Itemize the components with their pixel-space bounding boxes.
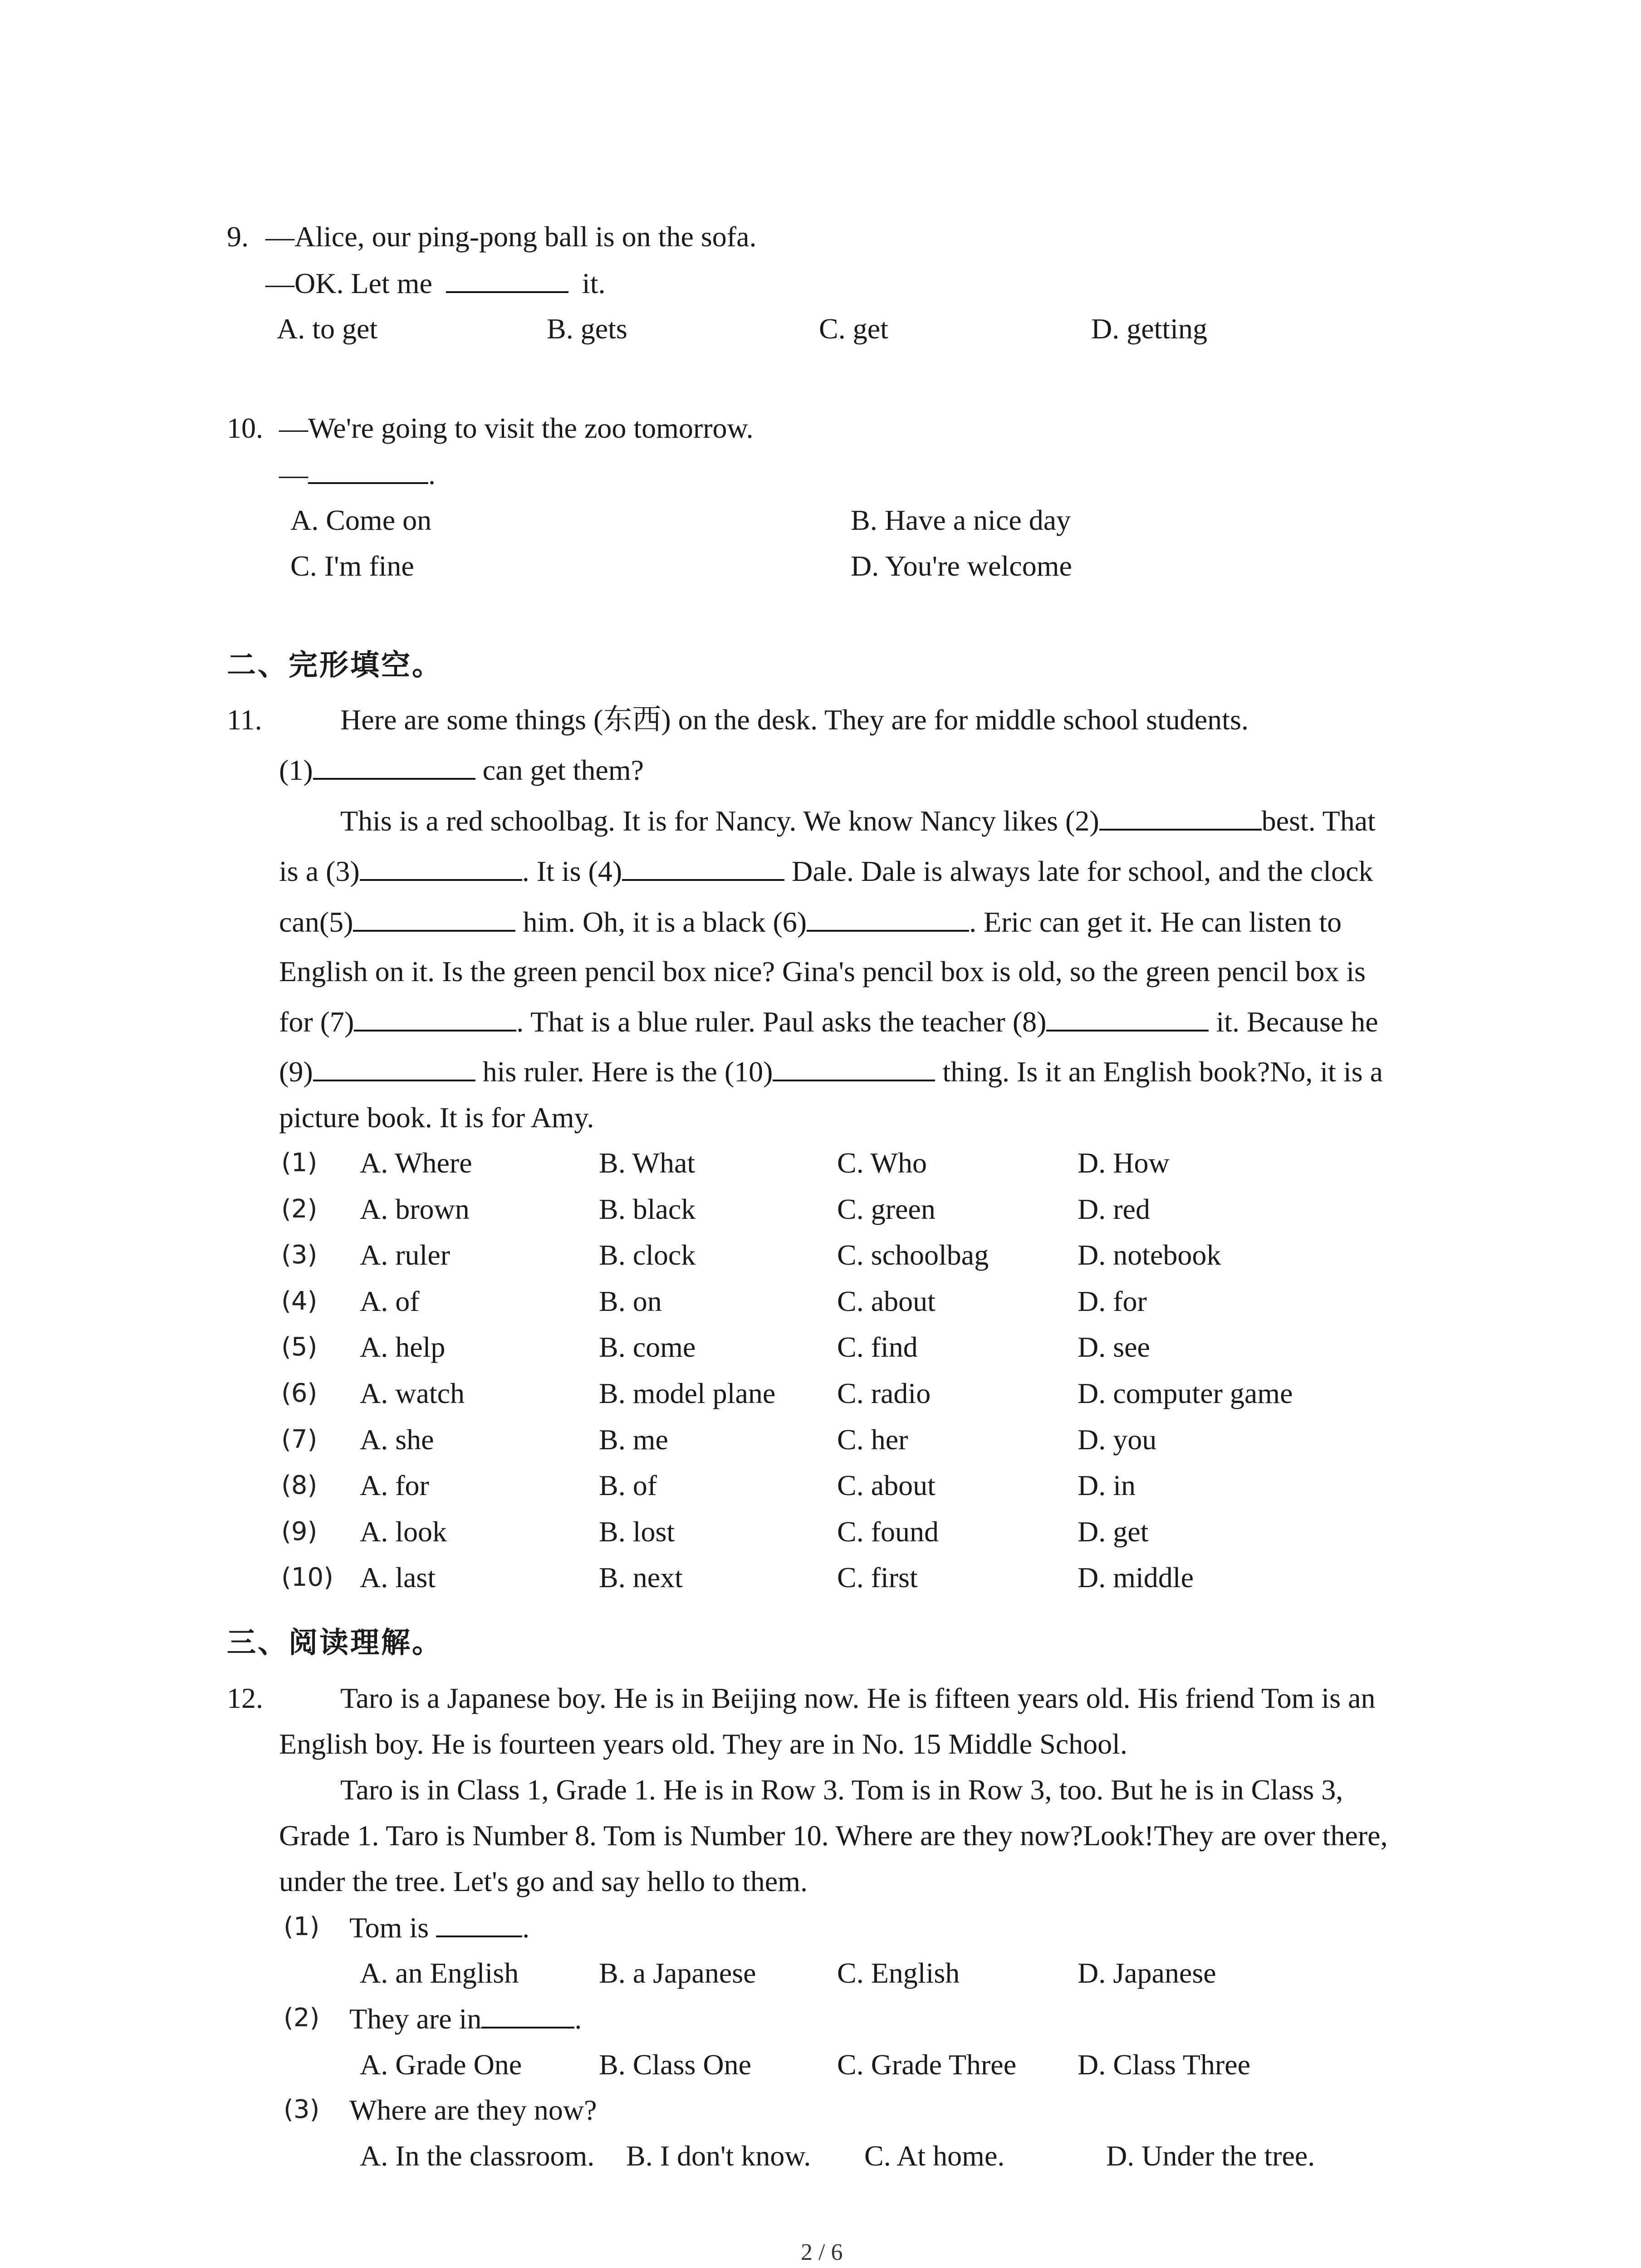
q12-sub2-stem-post: .: [574, 2003, 582, 2035]
q11-choice-8-option-a[interactable]: A. for: [360, 1469, 429, 1501]
q12-p1: Taro is a Japanese boy. He is in Beijing now. He is fifteen years old. His friend Tom is an: [340, 1682, 1376, 1714]
q10-line2-post: .: [428, 458, 436, 490]
q12-sub3-option-c[interactable]: C. At home.: [864, 2140, 1005, 2172]
q9-option-b[interactable]: B. gets: [547, 313, 627, 345]
q11-choice-2-option-a[interactable]: A. brown: [360, 1193, 470, 1225]
q11-intro: Here are some things (东西) on the desk. They are for middle school students.: [340, 704, 1249, 736]
q11-p3: [279, 907, 1342, 937]
q11-p6c-text: thing. Is it an English book?No, it is a: [942, 1056, 1383, 1088]
q12-sub1-option-c[interactable]: C. English: [837, 1957, 960, 1989]
q10-option-a[interactable]: A. Come on: [290, 504, 432, 536]
q11-choice-4-number: (4): [281, 1286, 318, 1316]
q12-sub3-option-b[interactable]: B. I don't know.: [626, 2140, 811, 2172]
q11-choice-10-option-d[interactable]: D. middle: [1078, 1561, 1194, 1593]
q11-choice-10-option-c[interactable]: C. first: [837, 1561, 918, 1593]
q12-sub3-stem: Where are they now?: [349, 2094, 597, 2126]
q10-option-d[interactable]: D. You're welcome: [851, 550, 1072, 582]
section2-heading: 二、完形填空。: [227, 648, 443, 682]
q11-choice-9-option-c[interactable]: C. found: [837, 1515, 939, 1548]
q11-p4: English on it. Is the green pencil box nice? Gina's pencil box is old, so the green pencil box is: [279, 955, 1366, 987]
q11-p2b-text: . It is (4): [522, 855, 622, 887]
q12-sub3-number: (3): [284, 2095, 320, 2124]
q11-choice-6-option-a[interactable]: A. watch: [360, 1377, 465, 1409]
q10-option-c[interactable]: C. I'm fine: [290, 550, 414, 582]
q11-blank-9[interactable]: [313, 1057, 475, 1081]
q9-option-d[interactable]: D. getting: [1091, 313, 1207, 345]
q12-p4: Grade 1. Taro is Number 8. Tom is Number 10. Where are they now?Look!They are over there,: [279, 1819, 1388, 1852]
q12-sub1-stem: [349, 1913, 529, 1942]
q11-p3b-text: him. Oh, it is a black (6): [523, 906, 807, 938]
q12-sub2-stem-pre: They are in: [349, 2003, 482, 2035]
q11-choice-3-number: (3): [281, 1240, 318, 1270]
q11-choice-9-option-a[interactable]: A. look: [360, 1515, 447, 1548]
q11-blank-3[interactable]: [360, 856, 522, 881]
q11-choice-8-number: (8): [281, 1471, 318, 1500]
q11-choice-6-option-b[interactable]: B. model plane: [599, 1377, 776, 1409]
q11-p2: [279, 856, 1373, 886]
q11-choice-8-option-b[interactable]: B. of: [599, 1469, 657, 1501]
q12-p2: English boy. He is fourteen years old. They are in No. 15 Middle School.: [279, 1728, 1127, 1760]
q11-p6: [279, 1057, 1383, 1086]
q12-sub2-option-a[interactable]: A. Grade One: [360, 2048, 522, 2081]
q11-choice-2-number: (2): [281, 1194, 318, 1224]
q9-blank[interactable]: [446, 269, 568, 293]
q12-sub1-option-d[interactable]: D. Japanese: [1078, 1957, 1216, 1989]
q10-line1: —We're going to visit the zoo tomorrow.: [279, 412, 754, 444]
q11-p2a-text: is a (3): [279, 855, 360, 887]
q11-choice-7-option-d[interactable]: D. you: [1078, 1423, 1157, 1456]
q11-choice-3-option-c[interactable]: C. schoolbag: [837, 1239, 989, 1271]
q11-choice-7-option-b[interactable]: B. me: [599, 1423, 668, 1456]
q9-line2-pre: —OK. Let me: [265, 267, 432, 299]
q12-p5: under the tree. Let's go and say hello to them.: [279, 1865, 808, 1897]
q11-blank-5[interactable]: [353, 907, 515, 932]
q10-number: 10.: [227, 412, 263, 444]
q11-blank1-label: (1): [279, 754, 313, 786]
q10-option-b[interactable]: B. Have a nice day: [851, 504, 1071, 536]
q11-choice-4-option-a[interactable]: A. of: [360, 1285, 420, 1317]
q11-choice-1-option-b[interactable]: B. What: [599, 1147, 696, 1179]
q11-choice-1-number: (1): [281, 1148, 318, 1178]
q9-line1: —Alice, our ping-pong ball is on the sofa.: [265, 220, 757, 253]
q11-choice-10-number: (10): [281, 1563, 333, 1592]
q11-choice-6-number: (6): [281, 1378, 318, 1408]
q11-choice-6-option-d[interactable]: D. computer game: [1078, 1377, 1293, 1409]
q11-choice-4-option-d[interactable]: D. for: [1078, 1285, 1147, 1317]
q11-choice-8-option-c[interactable]: C. about: [837, 1469, 936, 1501]
q11-blank-6[interactable]: [807, 907, 969, 932]
q10-line2: [279, 459, 436, 489]
q12-sub2-option-b[interactable]: B. Class One: [599, 2048, 751, 2081]
q11-choice-9-number: (9): [281, 1517, 318, 1546]
q11-choice-3-option-a[interactable]: A. ruler: [360, 1239, 451, 1271]
q11-blank-7[interactable]: [354, 1007, 516, 1031]
q11-p1-text: This is a red schoolbag. It is for Nancy. We know Nancy likes (2): [340, 805, 1099, 837]
q12-sub3-option-d[interactable]: D. Under the tree.: [1106, 2140, 1315, 2172]
q11-p1b-text: best. That: [1261, 805, 1376, 837]
q12-sub1-option-a[interactable]: A. an English: [360, 1957, 519, 1989]
q11-choice-9-option-b[interactable]: B. lost: [599, 1515, 675, 1548]
q11-p7: picture book. It is for Amy.: [279, 1101, 594, 1134]
q11-choice-5-number: (5): [281, 1332, 318, 1362]
q12-sub1-option-b[interactable]: B. a Japanese: [599, 1957, 756, 1989]
q11-choice-7-number: (7): [281, 1425, 318, 1454]
q12-number: 12.: [227, 1682, 263, 1714]
q11-choice-8-option-d[interactable]: D. in: [1078, 1469, 1136, 1501]
q11-blank-1[interactable]: [313, 755, 475, 780]
q11-choice-2-option-c[interactable]: C. green: [837, 1193, 936, 1225]
q10-line2-pre: —: [279, 458, 308, 490]
section3-heading: 三、阅读理解。: [227, 1626, 443, 1660]
q9-number: 9.: [227, 220, 249, 253]
q12-sub1-stem-post: .: [522, 1911, 530, 1944]
q11-p3c-text: . Eric can get it. He can listen to: [969, 906, 1342, 938]
q11-choice-10-option-b[interactable]: B. next: [599, 1561, 683, 1593]
q9-option-a[interactable]: A. to get: [277, 313, 378, 345]
q11-line-b-text: can get them?: [482, 754, 644, 786]
q11-choice-4-option-c[interactable]: C. about: [837, 1285, 936, 1317]
q11-p1: [340, 806, 1376, 836]
q11-p5b-text: . That is a blue ruler. Paul asks the teacher (8): [516, 1006, 1047, 1038]
q11-choice-3-option-d[interactable]: D. notebook: [1078, 1239, 1221, 1271]
q11-p2c-text: Dale. Dale is always late for school, and the clock: [792, 855, 1373, 887]
q11-choice-5-option-c[interactable]: C. find: [837, 1331, 918, 1363]
q12-sub2-number: (2): [284, 2003, 320, 2033]
q10-blank[interactable]: [308, 459, 428, 484]
q11-p5a-text: for (7): [279, 1006, 354, 1038]
q11-p5: [279, 1007, 1378, 1036]
q12-sub1-blank[interactable]: [436, 1913, 522, 1937]
q12-p3: Taro is in Class 1, Grade 1. He is in Row 3. Tom is in Row 3, too. But he is in Class 3,: [340, 1774, 1343, 1806]
q11-choice-2-option-b[interactable]: B. black: [599, 1193, 696, 1225]
q12-sub1-stem-pre: Tom is: [349, 1911, 429, 1944]
q12-sub3-option-a[interactable]: A. In the classroom.: [360, 2140, 595, 2172]
q9-line2-post: it.: [582, 267, 606, 299]
q12-sub2-stem: [349, 2004, 582, 2033]
q11-p6b-text: his ruler. Here is the (10): [482, 1056, 773, 1088]
q11-choice-7-option-c[interactable]: C. her: [837, 1423, 908, 1456]
q11-choice-4-option-b[interactable]: B. on: [599, 1285, 662, 1317]
q12-sub2-option-c[interactable]: C. Grade Three: [837, 2048, 1017, 2081]
q11-choice-6-option-c[interactable]: C. radio: [837, 1377, 931, 1409]
q9-line2: [265, 269, 605, 298]
q11-blank-2[interactable]: [1099, 806, 1262, 831]
q11-p6a-text: (9): [279, 1056, 313, 1088]
q11-p5c-text: it. Because he: [1216, 1006, 1378, 1038]
q11-p3a-text: can(5): [279, 906, 353, 938]
q11-choice-5-option-d[interactable]: D. see: [1078, 1331, 1150, 1363]
q11-blank-8[interactable]: [1046, 1007, 1209, 1031]
q11-choice-10-option-a[interactable]: A. last: [360, 1561, 436, 1593]
q11-choice-9-option-d[interactable]: D. get: [1078, 1515, 1149, 1548]
q11-choice-2-option-d[interactable]: D. red: [1078, 1193, 1150, 1225]
q12-sub2-blank[interactable]: [481, 2004, 574, 2028]
q11-choice-5-option-b[interactable]: B. come: [599, 1331, 696, 1363]
q11-number: 11.: [227, 704, 262, 736]
q9-option-c[interactable]: C. get: [819, 313, 888, 345]
q11-choice-1-option-a[interactable]: A. Where: [360, 1147, 472, 1179]
q11-choice-1-option-c[interactable]: C. Who: [837, 1147, 927, 1179]
q11-line-b: [279, 755, 644, 785]
q12-sub1-number: (1): [284, 1912, 320, 1941]
page-number: 2 / 6: [801, 2239, 843, 2265]
q11-blank-4[interactable]: [622, 856, 784, 881]
q12-sub2-option-d[interactable]: D. Class Three: [1078, 2048, 1250, 2081]
q11-choice-7-option-a[interactable]: A. she: [360, 1423, 434, 1456]
q11-blank-10[interactable]: [773, 1057, 935, 1081]
q11-choice-5-option-a[interactable]: A. help: [360, 1331, 446, 1363]
q11-choice-3-option-b[interactable]: B. clock: [599, 1239, 696, 1271]
q11-choice-1-option-d[interactable]: D. How: [1078, 1147, 1170, 1179]
